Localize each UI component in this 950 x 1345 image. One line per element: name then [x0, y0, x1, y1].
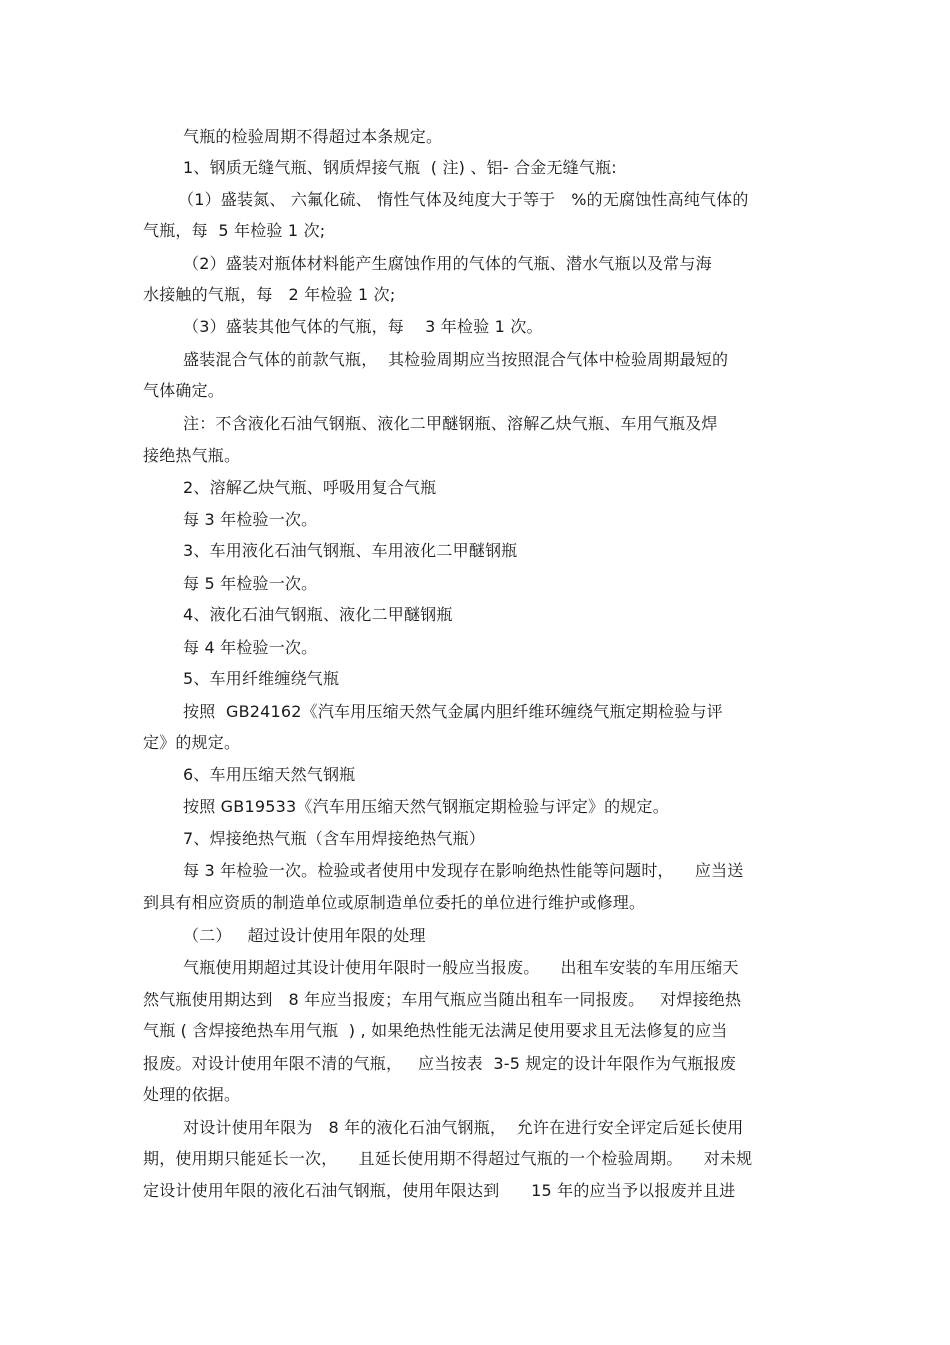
text-line: 报废。对设计使用年限不清的气瓶， 应当按表 3-5 规定的设计年限作为气瓶报废 [143, 1054, 737, 1073]
text-line: 5、车用纤维缠绕气瓶 [183, 669, 340, 688]
text-line: 期，使用期只能延长一次， 且延长使用期不得超过气瓶的一个检验周期。 对未规 [143, 1149, 753, 1168]
text-line: 7、焊接绝热气瓶（含车用焊接绝热气瓶） [183, 829, 485, 848]
text-line: 注：不含液化石油气钢瓶、液化二甲醚钢瓶、溶解乙炔气瓶、车用气瓶及焊 [183, 414, 718, 433]
text-line: （3）盛装其他气体的气瓶，每 3 年检验 1 次。 [183, 317, 543, 336]
text-line: 定设计使用年限的液化石油气钢瓶，使用年限达到 15 年的应当予以报废并且进 [143, 1181, 736, 1200]
text-line: 6、车用压缩天然气钢瓶 [183, 765, 356, 784]
text-line: 1、钢质无缝气瓶、钢质焊接气瓶 ( 注) 、铝- 合金无缝气瓶: [183, 158, 617, 177]
text-line: 处理的依据。 [143, 1085, 241, 1104]
text-line: 到具有相应资质的制造单位或原制造单位委托的单位进行维护或修理。 [143, 893, 646, 912]
text-line: 定》的规定。 [143, 733, 241, 752]
text-line: 每 4 年检验一次。 [183, 638, 318, 657]
text-line: （1）盛装氮、 六氟化硫、 惰性气体及纯度大于等于 %的无腐蚀性高纯气体的 [178, 190, 749, 209]
text-line: 2、溶解乙炔气瓶、呼吸用复合气瓶 [183, 478, 437, 497]
text-line: 盛装混合气体的前款气瓶， 其检验周期应当按照混合气体中检验周期最短的 [183, 350, 729, 369]
text-line: 然气瓶使用期达到 8 年应当报废；车用气瓶应当随出租车一同报废。 对焊接绝热 [143, 990, 742, 1009]
text-line: 4、液化石油气钢瓶、液化二甲醚钢瓶 [183, 605, 453, 624]
text-line: 每 3 年检验一次。检验或者使用中发现存在影响绝热性能等问题时， 应当送 [183, 861, 744, 880]
text-line: 3、车用液化石油气钢瓶、车用液化二甲醚钢瓶 [183, 541, 518, 560]
text-line: 水接触的气瓶，每 2 年检验 1 次; [143, 285, 396, 304]
text-line: 气瓶的检验周期不得超过本条规定。 [183, 127, 443, 146]
text-line: 每 3 年检验一次。 [183, 510, 318, 529]
text-line: 气瓶，每 5 年检验 1 次; [143, 221, 326, 240]
section-heading: （二） 超过设计使用年限的处理 [183, 926, 426, 945]
text-line: 按照 GB24162《汽车用压缩天然气金属内胆纤维环缠绕气瓶定期检验与评 [183, 702, 723, 721]
text-line: （2）盛装对瓶体材料能产生腐蚀作用的气体的气瓶、潜水气瓶以及常与海 [183, 254, 712, 273]
text-line: 气瓶使用期超过其设计使用年限时一般应当报废。 出租车安装的车用压缩天 [183, 958, 739, 977]
text-line: 气瓶 ( 含焊接绝热车用气瓶 ) , 如果绝热性能无法满足使用要求且无法修复的应当 [143, 1021, 728, 1040]
text-line: 气体确定。 [143, 381, 225, 400]
text-line: 按照 GB19533《汽车用压缩天然气钢瓶定期检验与评定》的规定。 [183, 797, 669, 816]
text-line: 接绝热气瓶。 [143, 446, 241, 465]
text-line: 每 5 年检验一次。 [183, 574, 318, 593]
text-line: 对设计使用年限为 8 年的液化石油气钢瓶， 允许在进行安全评定后延长使用 [183, 1118, 744, 1137]
